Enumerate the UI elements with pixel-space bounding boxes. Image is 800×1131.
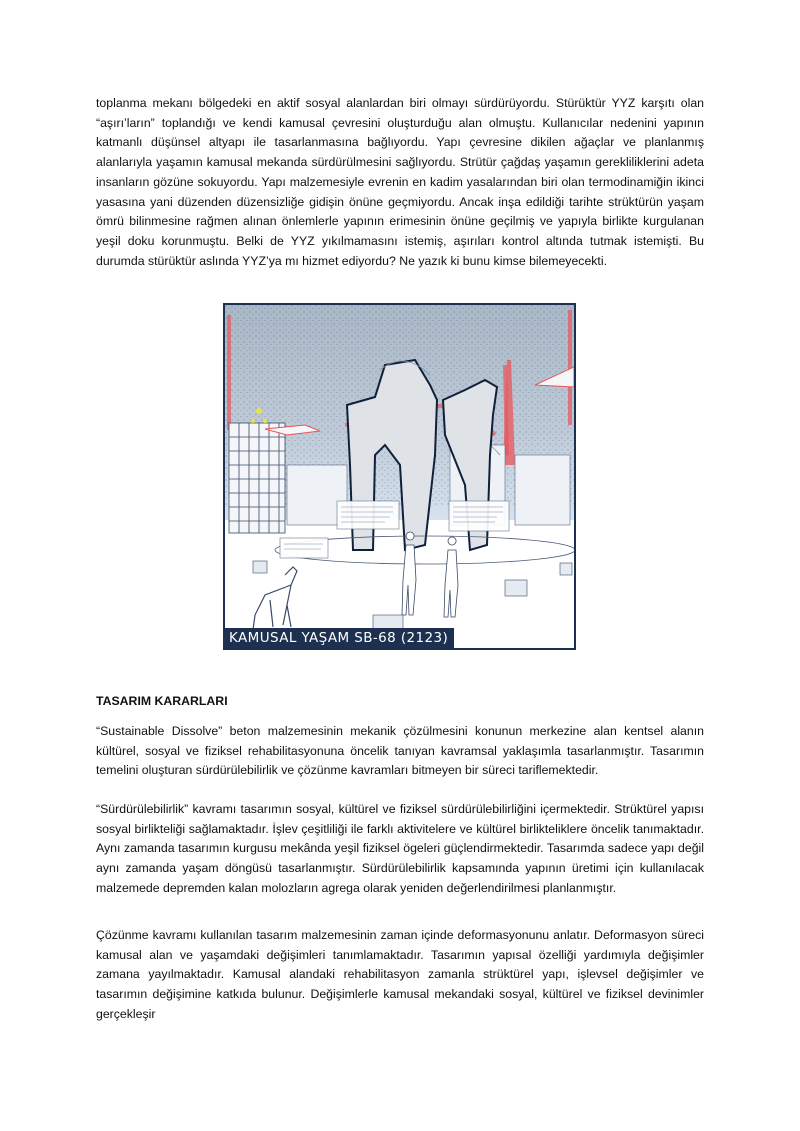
section-paragraph: “Sürdürülebilirlik” kavramı tasarımın sosyal, kültürel ve fiziksel sürdürülebilirliğini içermektedir. Strüktürel yapısı sosyal birlikteliği sağlamaktadır. İşlev çeşitliliği ile farklı aktivitelere ve kültürel birlikteliklere öncelik tanımaktadır. Aynı zamanda tasarımın kurgusu mekânda yeşil fiziksel ögeleri güçlendirmektedir. Tasarımda sadece yapı değil aynı zamanda yaşam döngüsü tasarlanmıştır. Sürdürülebilirlik kapsamında yapının üretimi için kullanılacak malzemede depremden kalan molozların agrega olarak yeniden değerlendirilmesi planlanmıştır.: [96, 802, 704, 895]
left-building: [229, 423, 285, 533]
section-paragraph: Çözünme kavramı kullanılan tasarım malzemesinin zaman içinde deformasyonunu anlatır. Deformasyon süreci kamusal alan ve yaşamdaki değişimleri tanımlamaktadır. Tasarımın yapısal özelliği yardımıyla değişimler zamana yayılmaktadır. Kamusal alandaki rehabilitasyon zamanla strüktürel yapı, işlevsel değişimler ve tasarımın değişimine katkıda bulunur. Değişimlerle kamusal mekandaki sosyal, kültürel ve fiziksel devinimler gerçekleşir: [96, 928, 704, 1021]
section-paragraph: “Sustainable Dissolve” beton malzemesinin mekanik çözülmesini konunun merkezine alan kentsel alanın kültürel, sosyal ve fiziksel rehabilitasyonuna öncelik tanıyan kavramsal yaklaşımla tasarlanmıştır. Tasarımın temelini oluşturan sürdürülebilirlik ve çözünme kavramları bitmeyen bir süreci tariflemektedir.: [96, 724, 704, 778]
section-paragraph-2-wrap: [96, 800, 704, 899]
figure-caption: KAMUSAL YAŞAM SB-68 (2123): [225, 628, 454, 648]
intro-paragraph: toplanma mekanı bölgedeki en aktif sosyal alanlardan biri olmayı sürdürüyordu. Stürüktür YYZ karşıtı olan “aşırı’ların” toplandığı ve kendi kamusal çevresini oluşturduğu alan olmuştu. Kullanıcılar nedenini yapının katmanlı düşünsel altyapı ile tasarlanmasına bağlıyordu. Yapı çevresine dikilen ağaçlar ve planlanmış alanlarıyla yaşamın kamusal mekanda sürdürülmesini sağlıyordu. Strütür çağdaş yaşamın gerekliliklerini adeta insanların gözüne sokuyordu. Yapı malzemesiyle evrenin en kadim yasalarından biri olan termodinamiğin ikinci yasasına yani düzenden düzensizliğe gidişin önüne geçmiyordu. Ancak inşa edildiği tarihte strüktürün yaşam ömrü bilinmesine rağmen alınan önlemlerle yapının erimesinin önüne geçilmiş ve yapıyla birlikte kurgulanan yeşil doku korunmuştu. Belki de YYZ yıkılmamasını istemiş, aşırıları kontrol altında tutmak istemişti. Bu durumda stürüktür aslında YYZ’ya mı hizmet ediyordu? Ne yazık ki bunu kimse bilemeyecekti.: [96, 96, 704, 268]
figure-kamusal-yasam: [223, 303, 576, 650]
section-paragraph-3-wrap: [96, 926, 704, 1025]
section-paragraph-1-wrap: [96, 722, 704, 781]
section-heading: TASARIM KARARLARI: [96, 694, 228, 708]
document-page: [96, 94, 704, 271]
illustration-frame: [223, 303, 576, 650]
illustration: [225, 305, 574, 648]
